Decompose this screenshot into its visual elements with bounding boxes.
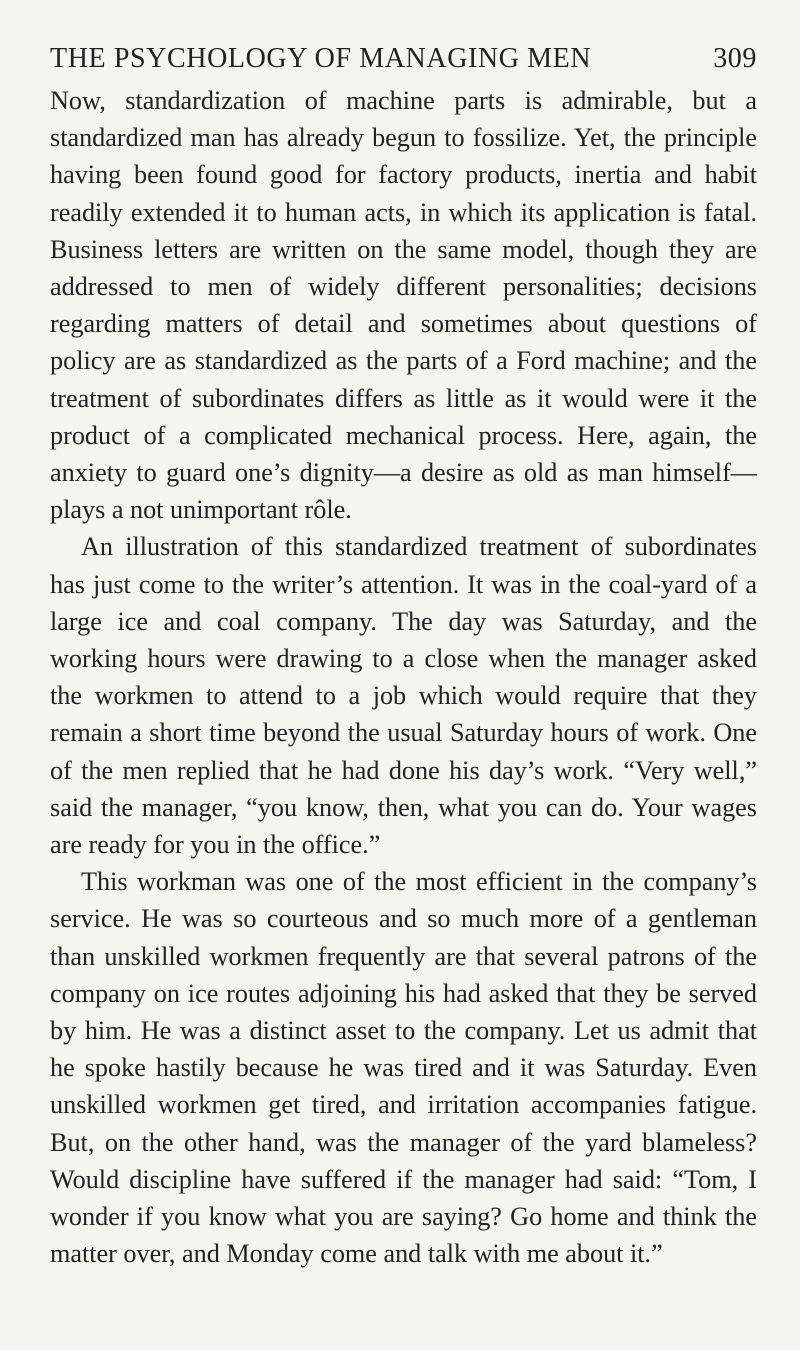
running-head	[50, 42, 757, 76]
running-head-title: THE PSYCHOLOGY OF MANAGING MEN	[50, 43, 592, 74]
paragraph: This workman was one of the most efficient in the company’s service. He was so courteous and so much more of a gentleman than unskilled workmen frequently are that several patrons of the company on ice routes adjoining his had asked that they be served by him. He was a distinct asset to the company. Let us admit that he spoke hastily because he was tired and it was Saturday. Even unskilled workmen get tired, and irritation accompanies fatigue. But, on the other hand, was the manager of the yard blameless? Would discipline have suffered if the manager had said: “Tom, I wonder if you know what you are saying? Go home and think the matter over, and Monday come and talk with me about it.”	[50, 867, 757, 1269]
page-number: 309	[713, 43, 757, 74]
body-text	[50, 82, 757, 1273]
book-page	[50, 42, 757, 1273]
paragraph: An illustration of this standardized treatment of subordinates has just come to the writer’s attention. It was in the coal-yard of a large ice and coal company. The day was Saturday, and the working hours were drawing to a close when the manager asked the workmen to attend to a job which would require that they remain a short time beyond the usual Saturday hours of work. One of the men replied that he had done his day’s work. “Very well,” said the manager, “you know, then, what you can do. Your wages are ready for you in the office.”	[50, 532, 757, 860]
paragraph: Now, standardization of machine parts is admirable, but a standardized man has already begun to fossilize. Yet, the principle having been found good for factory products, inertia and habit readily extended it to human acts, in which its application is fatal. Business letters are written on the same model, though they are addressed to men of widely different personalities; decisions regarding matters of detail and sometimes about questions of policy are as standardized as the parts of a Ford machine; and the treatment of subordinates differs as little as it would were it the product of a complicated mechanical process. Here, again, the anxiety to guard one’s dignity—a desire as old as man himself—plays a not unimportant rôle.	[50, 86, 757, 525]
